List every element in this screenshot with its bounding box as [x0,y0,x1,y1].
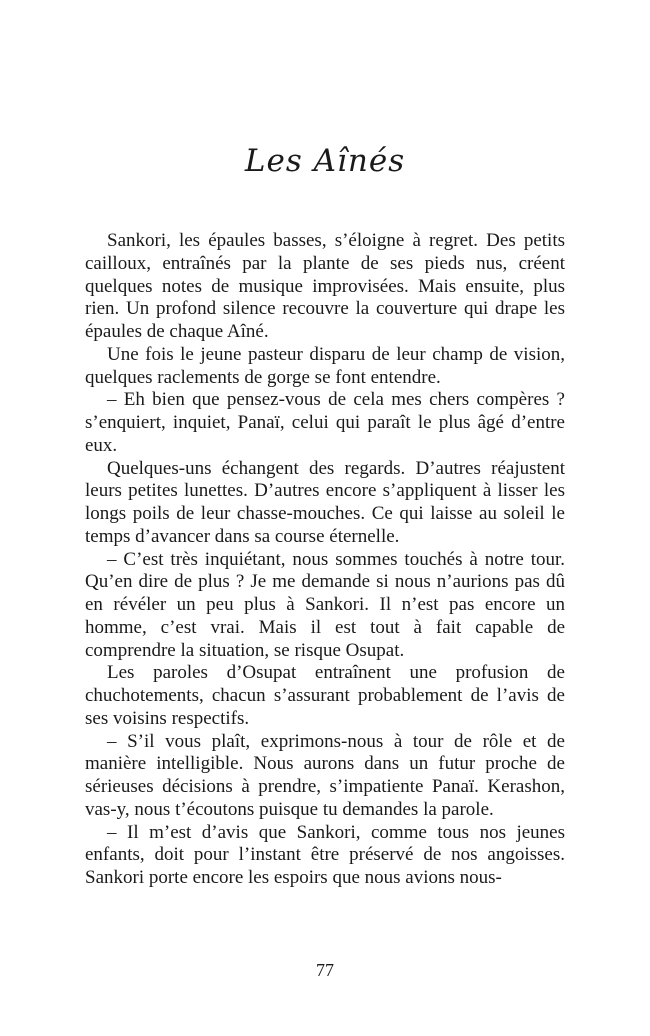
paragraph: Une fois le jeune pasteur disparu de leur champ de vision, quelques raclements de gorge se font entendre. [85,343,565,388]
page-number: 77 [316,960,334,980]
body-text [85,230,565,890]
paragraph: – C’est très inquiétant, nous sommes touchés à notre tour. Qu’en dire de plus ? Je me demande si nous n’aurions pas dû en révéler un peu plus à Sankori. Il n’est pas encore un homme, c’est vrai. Mais il est tout à fait capable de comprendre la situation, se risque Osupat. [85,548,565,661]
paragraph: Quelques-uns échangent des regards. D’autres réajustent leurs petites lunettes. D’autres encore s’appliquent à lisser les longs poils de leur chasse-mouches. Ce qui laisse au soleil le temps d’avancer dans sa course éternelle. [85,457,565,547]
paragraph: Les paroles d’Osupat entraînent une profusion de chuchotements, chacun s’assurant probablement de l’avis de ses voisins respectifs. [85,662,565,729]
paragraph: – Eh bien que pensez-vous de cela mes chers compères ? s’enquiert, inquiet, Panaï, celui qui paraît le plus âgé d’entre eux. [85,389,565,456]
paragraph: – S’il vous plaît, exprimons-nous à tour de rôle et de manière intelligible. Nous aurons dans un futur proche de sérieuses décisions à prendre, s’impatiente Panaï. Kerashon, vas-y, nous t’écoutons puisque tu demandes la parole. [85,730,565,820]
chapter-title: Les Aînés [244,143,406,179]
paragraph: Sankori, les épaules basses, s’éloigne à regret. Des petits cailloux, entraînés par la plante de ses pieds nus, créent quelques notes de musique improvisées. Mais ensuite, plus rien. Un profond silence recouvre la couverture qui drape les épaules de chaque Aîné. [85,230,565,342]
paragraph: – Il m’est d’avis que Sankori, comme tous nos jeunes enfants, doit pour l’instant être préservé de nos angoisses. Sankori porte encore les espoirs que nous avions nous- [85,821,565,888]
